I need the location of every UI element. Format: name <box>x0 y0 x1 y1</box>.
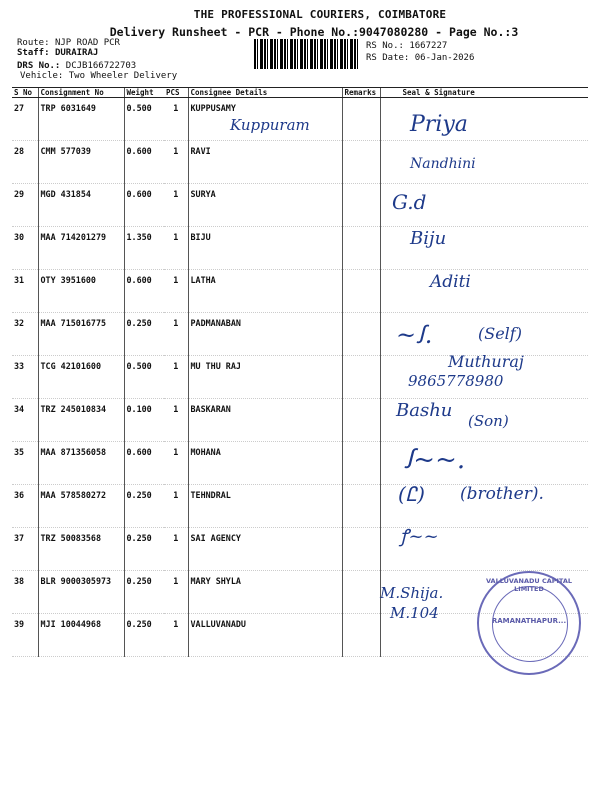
cell-pcs: 1 <box>164 399 188 442</box>
rs-date: RS Date: 06-Jan-2026 <box>366 53 475 63</box>
cell-remarks <box>342 313 380 356</box>
signature-mark-mohana: ꭍ~~. <box>404 445 466 475</box>
cell-remarks <box>342 528 380 571</box>
cell-remarks <box>342 270 380 313</box>
cell-consignment: MGD 431854 <box>38 184 124 227</box>
staff-line <box>17 48 98 58</box>
table-row <box>12 528 588 571</box>
cell-consignee: BIJU <box>188 227 342 270</box>
cell-consignment: TCG 42101600 <box>38 356 124 399</box>
table-row <box>12 184 588 227</box>
col-consignee: Consignee Details <box>188 88 342 98</box>
handwriting-phone: 9865778980 <box>408 372 504 390</box>
cell-remarks <box>342 485 380 528</box>
route-value: NJP ROAD PCR <box>54 38 120 48</box>
col-remarks: Remarks <box>342 88 380 98</box>
signature-bashu: Bashu <box>396 400 453 421</box>
cell-remarks <box>342 184 380 227</box>
seal-center-text: RAMANATHAPUR... <box>491 617 567 625</box>
cell-pcs: 1 <box>164 141 188 184</box>
cell-remarks <box>342 227 380 270</box>
cell-weight: 0.250 <box>124 313 164 356</box>
cell-remarks <box>342 442 380 485</box>
cell-signature <box>380 270 588 313</box>
cell-weight: 0.250 <box>124 528 164 571</box>
barcode <box>254 39 360 69</box>
cell-sno: 35 <box>12 442 38 485</box>
cell-consignment: TRP 6031649 <box>38 98 124 141</box>
cell-pcs: 1 <box>164 313 188 356</box>
cell-consignment: OTY 3951600 <box>38 270 124 313</box>
col-sno: S No <box>12 88 38 98</box>
cell-pcs: 1 <box>164 184 188 227</box>
cell-consignee: SURYA <box>188 184 342 227</box>
cell-remarks <box>342 98 380 141</box>
cell-pcs: 1 <box>164 270 188 313</box>
cell-weight: 1.350 <box>124 227 164 270</box>
cell-remarks <box>342 356 380 399</box>
company-seal <box>477 571 581 675</box>
route-label: Route: <box>17 38 50 48</box>
cell-sno: 33 <box>12 356 38 399</box>
signature-gd: G.d <box>392 190 427 214</box>
cell-remarks <box>342 614 380 657</box>
col-pcs: PCS <box>164 88 188 98</box>
drs-line <box>17 61 136 71</box>
rs-info <box>366 40 474 64</box>
signature-aditi: Aditi <box>430 272 471 292</box>
col-weight: Weight <box>124 88 164 98</box>
cell-sno: 30 <box>12 227 38 270</box>
cell-consignee: BASKARAN <box>188 399 342 442</box>
cell-consignee: SAI AGENCY <box>188 528 342 571</box>
company-title: THE PROFESSIONAL COURIERS, COIMBATORE <box>193 8 447 21</box>
cell-consignment: MAA 714201279 <box>38 227 124 270</box>
signature-biju: Biju <box>410 228 447 249</box>
table-row <box>12 141 588 184</box>
handwriting-son: (Son) <box>468 412 509 430</box>
cell-sno: 39 <box>12 614 38 657</box>
cell-consignment: MAA 871356058 <box>38 442 124 485</box>
cell-pcs: 1 <box>164 98 188 141</box>
cell-pcs: 1 <box>164 227 188 270</box>
cell-consignee: VALLUVANADU <box>188 614 342 657</box>
cell-pcs: 1 <box>164 614 188 657</box>
cell-weight: 0.250 <box>124 485 164 528</box>
cell-sno: 28 <box>12 141 38 184</box>
cell-pcs: 1 <box>164 356 188 399</box>
cell-weight: 0.250 <box>124 614 164 657</box>
signature-m104: M.104 <box>390 604 439 622</box>
cell-consignment: MAA 715016775 <box>38 313 124 356</box>
cell-sno: 29 <box>12 184 38 227</box>
runsheet-subtitle: Delivery Runsheet - PCR - Phone No.:9047080280 - Page No.:3 <box>109 25 519 39</box>
cell-sno: 31 <box>12 270 38 313</box>
cell-sno: 36 <box>12 485 38 528</box>
cell-sno: 27 <box>12 98 38 141</box>
signature-mark-sai: ꝭ~~ <box>400 526 439 547</box>
seal-arc-text: VALLUVANADU CAPITAL LIMITED <box>485 577 573 593</box>
drs-value: DCJB166722703 <box>65 61 137 71</box>
cell-sno: 37 <box>12 528 38 571</box>
cell-remarks <box>342 571 380 614</box>
handwriting-nandhini: Nandhini <box>410 156 476 172</box>
cell-sno: 34 <box>12 399 38 442</box>
cell-consignee: MOHANA <box>188 442 342 485</box>
route-line <box>17 38 120 48</box>
cell-sno: 32 <box>12 313 38 356</box>
cell-consignee: TEHNDRAL <box>188 485 342 528</box>
signature-mark-padmanaban: ~ꭍ. <box>396 321 433 349</box>
cell-consignee: LATHA <box>188 270 342 313</box>
cell-weight: 0.600 <box>124 141 164 184</box>
table-row <box>12 442 588 485</box>
table-row <box>12 270 588 313</box>
cell-pcs: 1 <box>164 485 188 528</box>
cell-sno: 38 <box>12 571 38 614</box>
cell-consignment: MAA 578580272 <box>38 485 124 528</box>
signature-mark-tehndral: (Ꮭ) <box>398 482 425 506</box>
col-consignment: Consignment No <box>38 88 124 98</box>
table-row <box>12 227 588 270</box>
staff-label: Staff: <box>17 48 50 58</box>
staff-value: DURAIRAJ <box>54 48 99 58</box>
rs-number: RS No.: 1667227 <box>366 41 448 51</box>
cell-pcs: 1 <box>164 571 188 614</box>
handwriting-self: (Self) <box>478 324 522 343</box>
cell-remarks <box>342 399 380 442</box>
handwriting-muthuraj: Muthuraj <box>448 352 524 371</box>
cell-consignee: MARY SHYLA <box>188 571 342 614</box>
cell-consignment: TRZ 50083568 <box>38 528 124 571</box>
cell-pcs: 1 <box>164 442 188 485</box>
cell-weight: 0.600 <box>124 270 164 313</box>
cell-consignment: MJI 10044968 <box>38 614 124 657</box>
cell-consignee: RAVI <box>188 141 342 184</box>
cell-weight: 0.250 <box>124 571 164 614</box>
cell-weight: 0.600 <box>124 184 164 227</box>
cell-pcs: 1 <box>164 528 188 571</box>
cell-remarks <box>342 141 380 184</box>
cell-consignee: MU THU RAJ <box>188 356 342 399</box>
drs-label: DRS No.: <box>17 61 61 71</box>
handwriting-brother: (brother). <box>460 484 544 504</box>
cell-consignment: TRZ 245010834 <box>38 399 124 442</box>
signature-mshija: M.Shija. <box>380 584 444 602</box>
cell-weight: 0.500 <box>124 356 164 399</box>
vehicle-line: Vehicle: Two Wheeler Delivery <box>20 71 178 81</box>
cell-weight: 0.500 <box>124 98 164 141</box>
cell-consignment: CMM 577039 <box>38 141 124 184</box>
cell-consignee: KUPPUSAMY <box>188 98 342 141</box>
col-signature: Seal & Signature <box>380 88 588 98</box>
signature-priya: Priya <box>410 112 468 137</box>
cell-consignment: BLR 9000305973 <box>38 571 124 614</box>
cell-consignee: PADMANABAN <box>188 313 342 356</box>
table-header <box>12 88 588 98</box>
cell-weight: 0.100 <box>124 399 164 442</box>
handwriting-kuppuram: Kuppuram <box>230 116 310 134</box>
cell-weight: 0.600 <box>124 442 164 485</box>
